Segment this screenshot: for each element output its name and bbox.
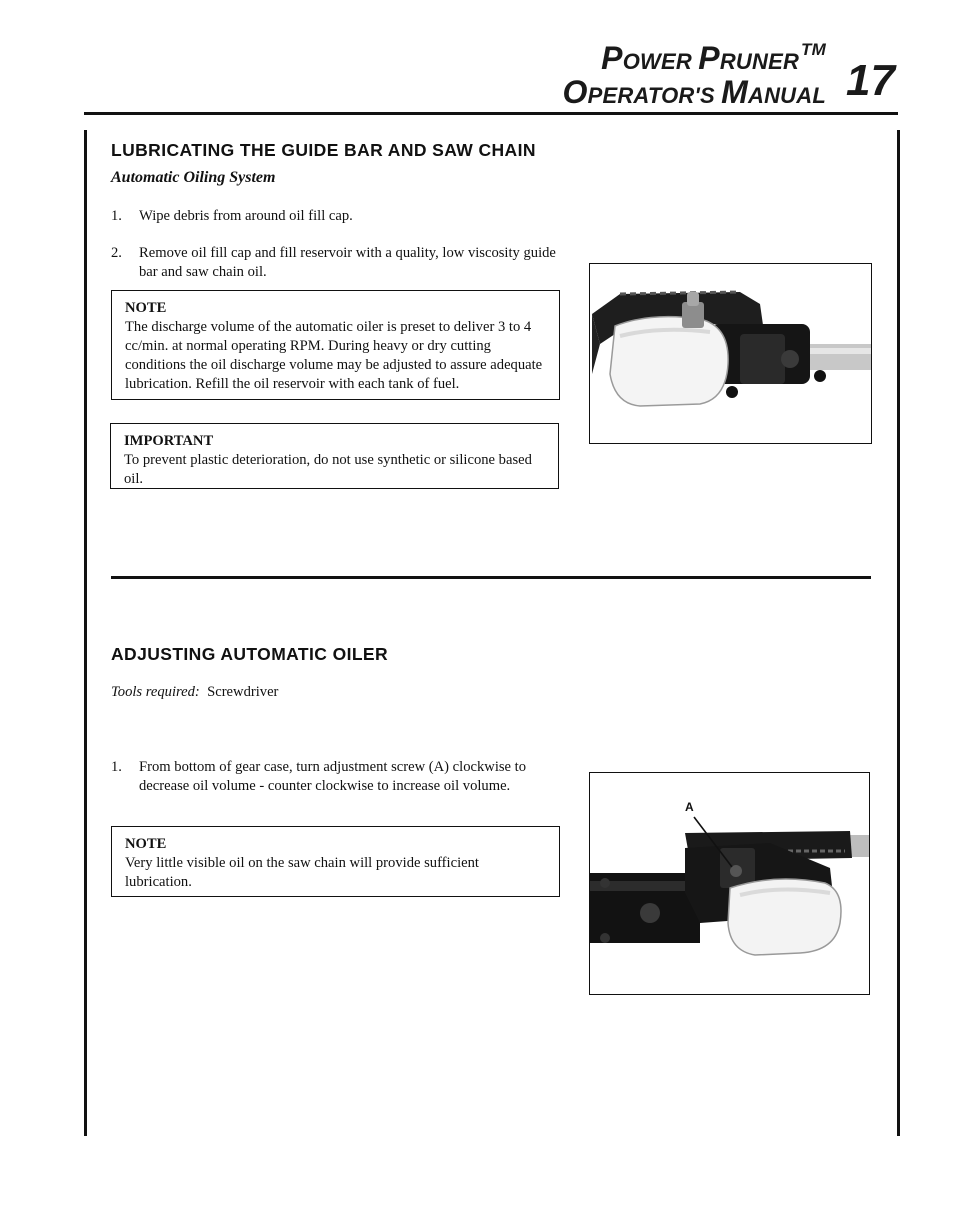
step-number: 1. xyxy=(111,208,122,224)
manual-title-line1: POWER PRUNER ™ xyxy=(601,40,826,76)
note-text: The discharge volume of the automatic oiler is preset to deliver 3 to 4 cc/min. at normal operating RPM. During heavy or dry cutting conditions the oil discharge volume may be adjusted to assure adequate lubrication. Refill the oil reservoir with each tank of fuel. xyxy=(125,319,543,392)
tools-label: Tools required: xyxy=(111,684,200,700)
note-text: Very little visible oil on the saw chain will provide sufficient lubrication. xyxy=(125,855,479,890)
important-title: IMPORTANT xyxy=(124,433,214,449)
tools-required xyxy=(111,683,278,702)
oil-reservoir-photo xyxy=(589,263,872,444)
note-box xyxy=(111,826,560,897)
right-margin-rule xyxy=(897,130,900,1136)
step-number: 1. xyxy=(111,759,122,775)
important-box xyxy=(110,423,559,489)
section-divider xyxy=(111,576,871,579)
trademark: TM xyxy=(801,40,826,59)
section1-heading: LUBRICATING THE GUIDE BAR AND SAW CHAIN xyxy=(111,140,536,160)
tools-value: Screwdriver xyxy=(207,684,279,700)
note-title: NOTE xyxy=(125,836,167,852)
section1-subheading: Automatic Oiling System xyxy=(111,169,276,186)
adjustment-screw-photo xyxy=(589,772,870,995)
note-title: NOTE xyxy=(125,300,167,316)
step-text: Wipe debris from around oil fill cap. xyxy=(139,208,353,224)
section2-heading: ADJUSTING AUTOMATIC OILER xyxy=(111,644,389,664)
important-text: To prevent plastic deterioration, do not use synthetic or silicone based oil. xyxy=(124,452,532,487)
note-box xyxy=(111,290,560,400)
callout-a-label: A xyxy=(685,800,694,814)
step-number: 2. xyxy=(111,245,122,261)
page-number: 17 xyxy=(846,56,895,105)
left-margin-rule xyxy=(84,130,87,1136)
header-rule xyxy=(84,112,898,115)
manual-title-line2: OPERATOR'S MANUAL xyxy=(562,74,826,110)
step-text: From bottom of gear case, turn adjustment screw (A) clockwise to decrease oil volume - counter clockwise to increase oil volume. xyxy=(139,759,527,794)
step-text: Remove oil fill cap and fill reservoir with a quality, low viscosity guide bar and saw chain oil. xyxy=(139,245,556,280)
